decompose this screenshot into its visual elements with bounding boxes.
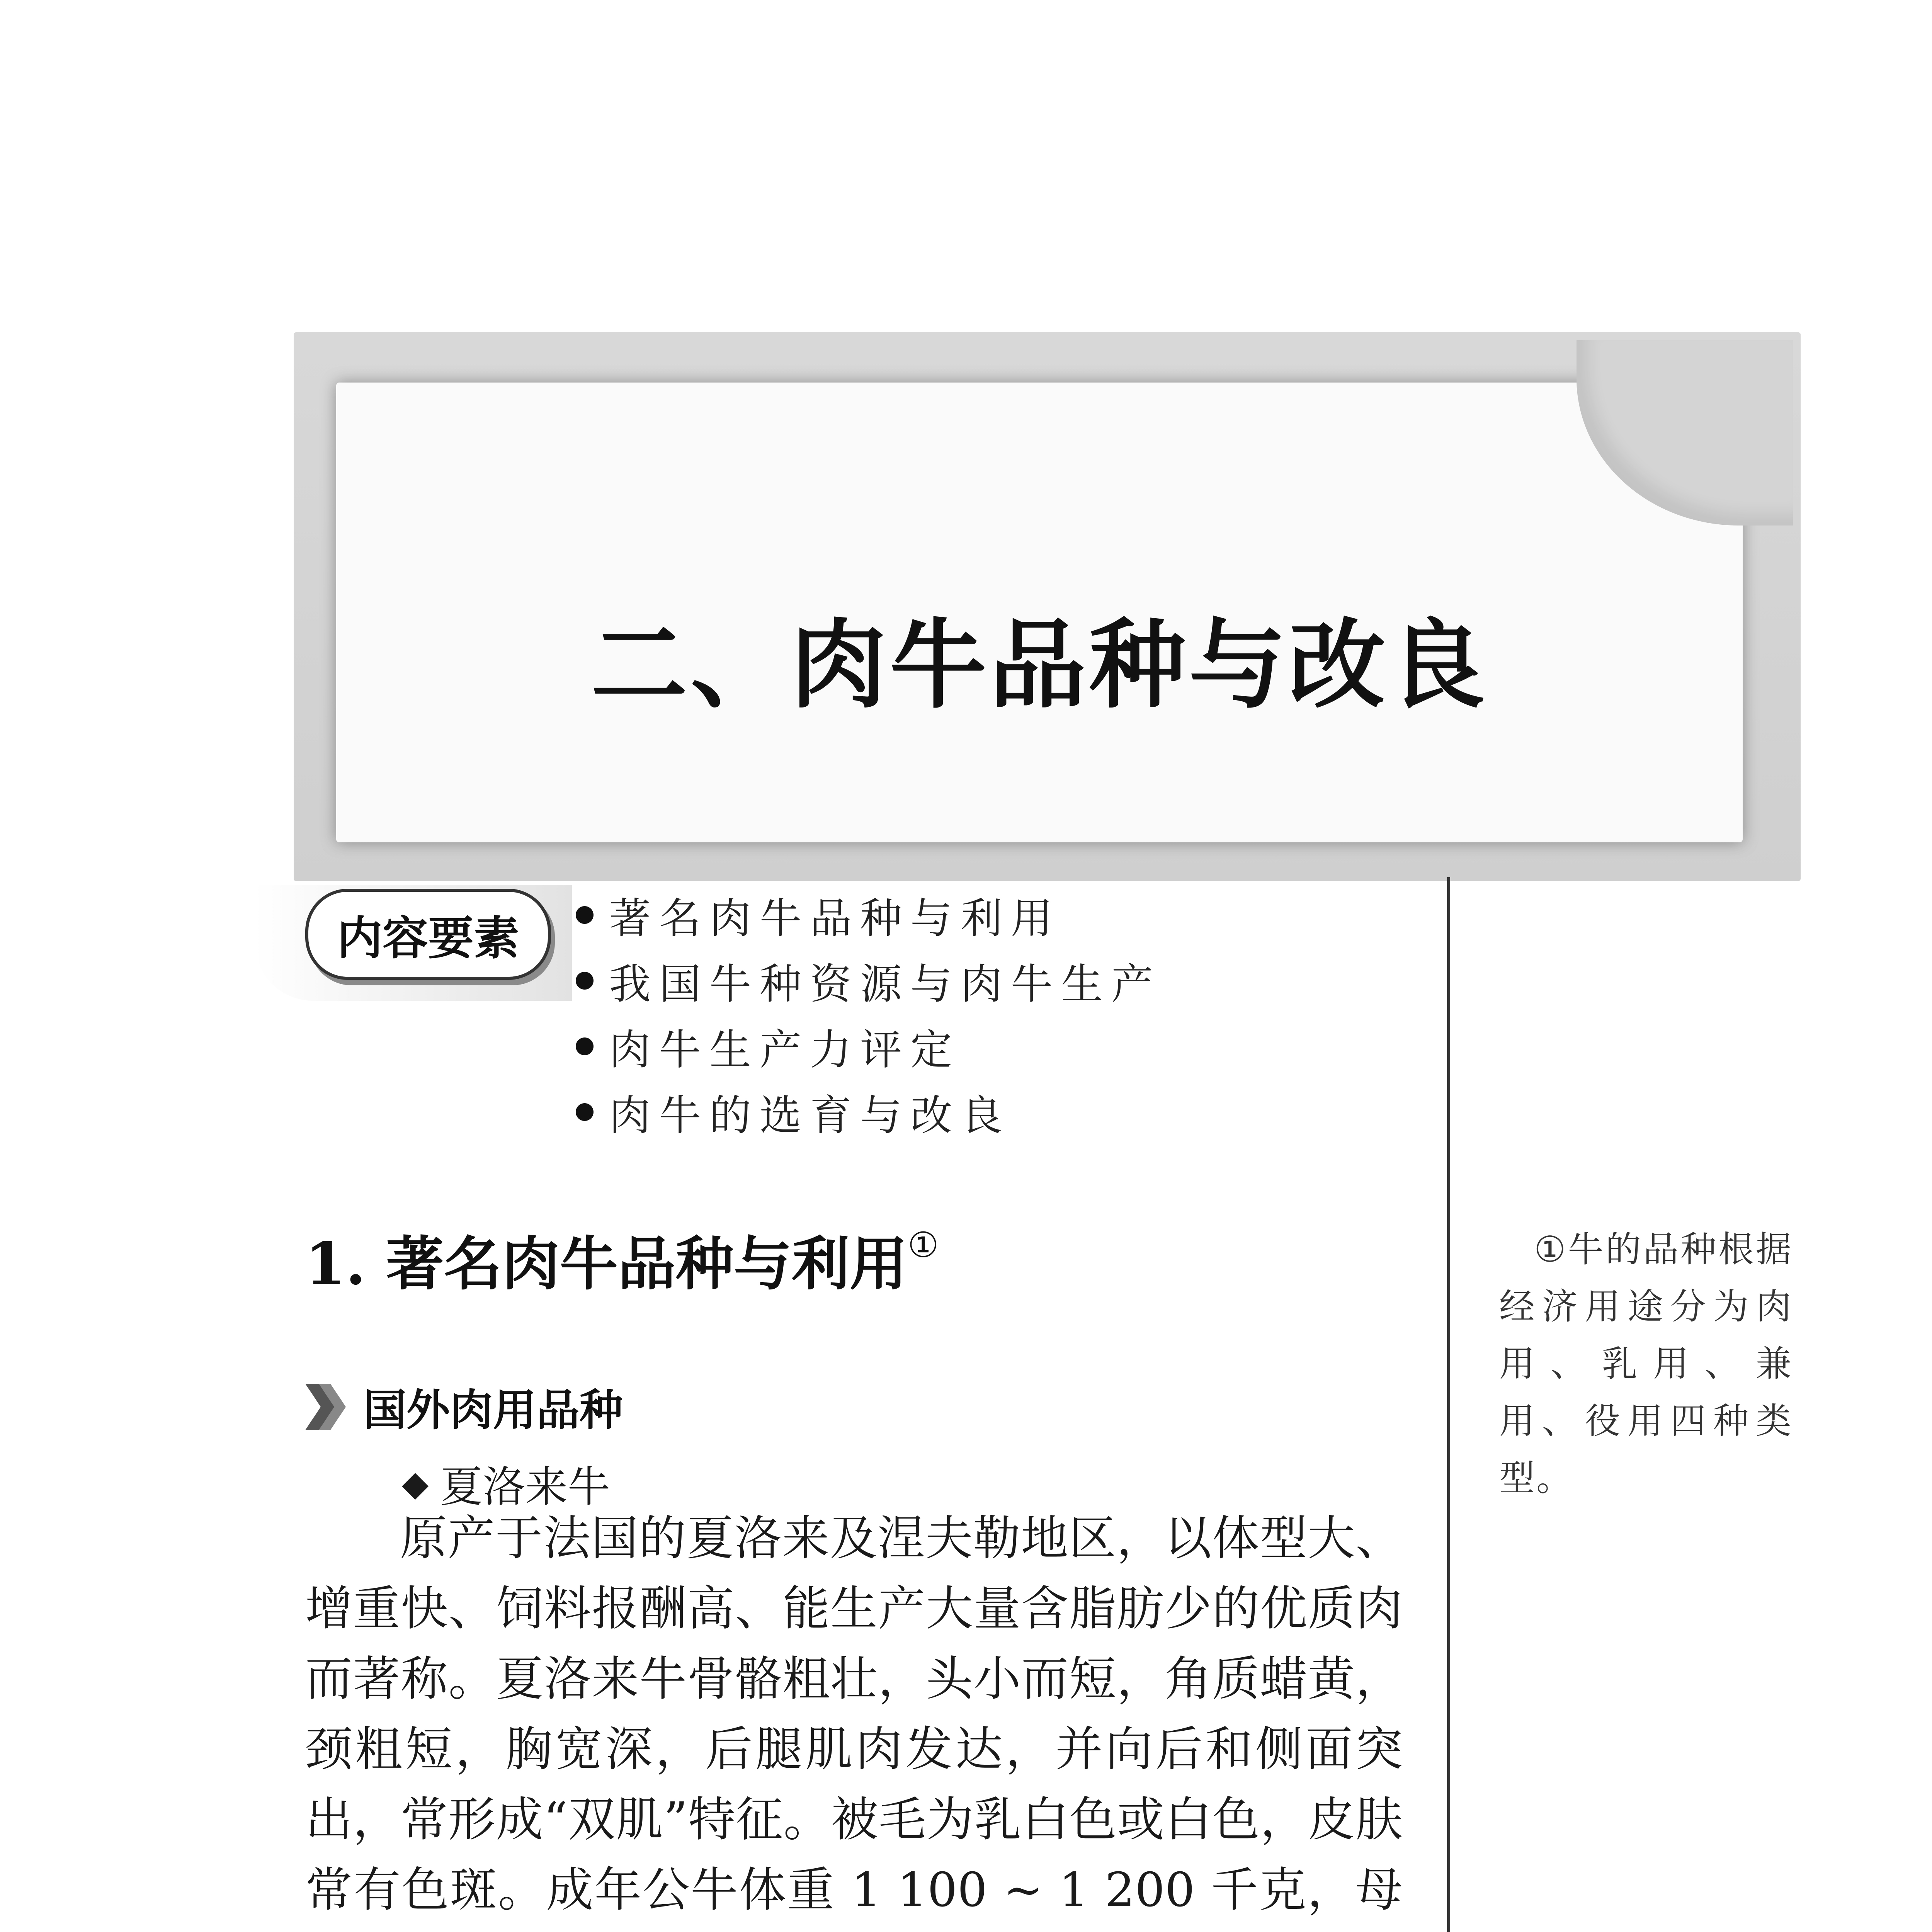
chapter-title: 二、肉牛品种与改良 (591, 609, 1488, 721)
breed-heading: ◆ 夏洛来牛 (402, 1462, 611, 1512)
content-element-item: 肉牛生产力评定 (576, 1016, 961, 1076)
body-text (305, 1503, 1403, 1932)
section-heading: 1. 著名肉牛品种与利用① (305, 1225, 939, 1298)
content-element-item: 著名肉牛品种与利用 (576, 885, 1061, 945)
content-element-item: 我国牛种资源与肉牛生产 (576, 951, 1162, 1010)
double-chevron-icon (305, 1380, 348, 1434)
diamond-icon: ◆ (402, 1463, 429, 1504)
content-element-item: 肉牛的选育与改良 (576, 1082, 1011, 1142)
bullet-icon (576, 1103, 594, 1121)
margin-divider (1447, 877, 1450, 1932)
bullet-icon (576, 906, 594, 924)
footnote-reference[interactable]: ① (907, 1225, 939, 1265)
content-elements-label: 内容要素 (305, 889, 551, 980)
side-note: ①牛的品种根据经济用途分为肉用、乳用、兼用、役用四种类型。 (1499, 1229, 1793, 1499)
bullet-icon (576, 972, 594, 990)
paragraph: 原产于法国的夏洛来及涅夫勒地区，以体型大、增重快、饲料报酬高、能生产大量含脂肪少的优质肉而著称。夏洛来牛骨骼粗壮，头小而短，角质蜡黄，颈粗短，胸宽深，后腿肌肉发达，并向后和侧面突出，常形成“双肌”特征。被毛为乳白色或白色，皮肤常有色斑。成年公牛体重 1 100 ~ 1 200 千克，母 (305, 1511, 1403, 1917)
bullet-icon (576, 1037, 594, 1055)
subsection-heading: 国外肉用品种 (305, 1376, 623, 1438)
